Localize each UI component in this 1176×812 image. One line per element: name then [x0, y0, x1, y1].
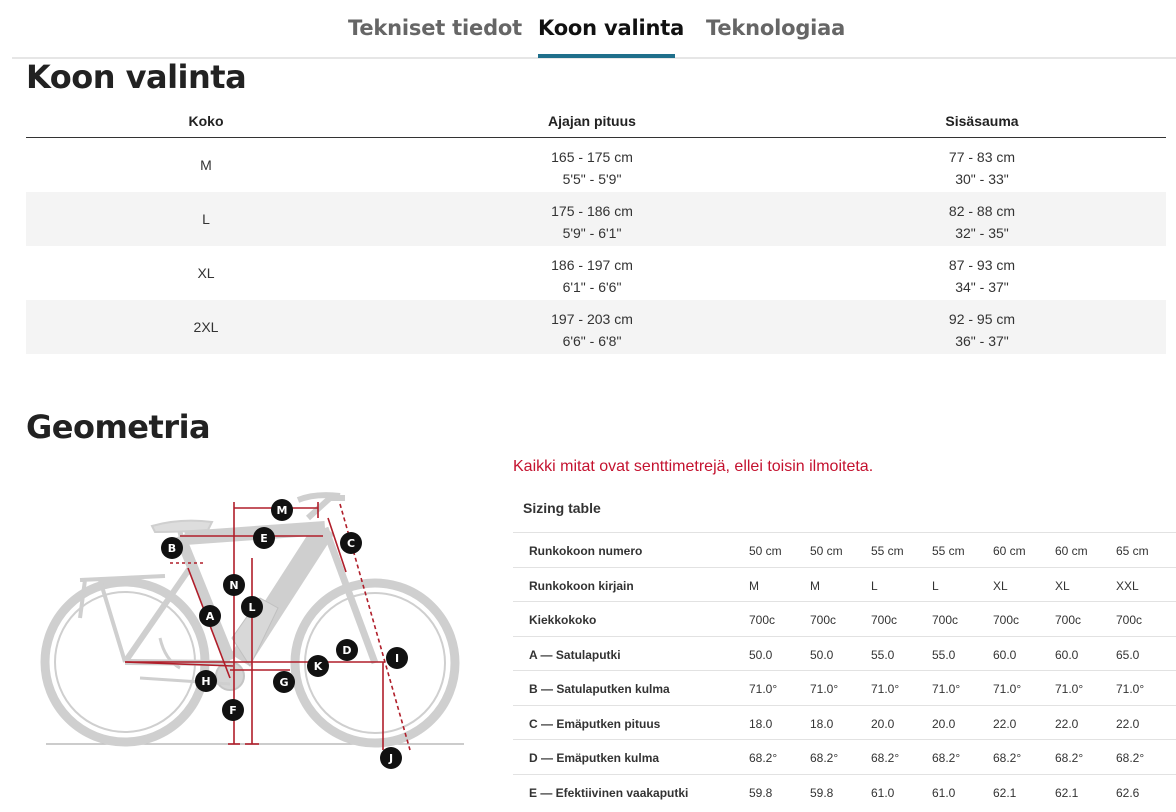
svg-text:H: H — [201, 675, 211, 688]
geometry-value: 65 cm — [1116, 544, 1149, 558]
geometry-row — [513, 567, 1176, 602]
svg-text:J: J — [388, 752, 394, 765]
inseam-cell — [798, 254, 1166, 298]
size-table — [26, 100, 1166, 354]
geometry-value: L — [871, 578, 878, 593]
size-table-header — [26, 100, 1166, 138]
geometry-value: 71.0° — [1116, 682, 1145, 696]
geometry-value: 700c — [1055, 613, 1082, 627]
size-table-body — [26, 138, 1166, 354]
inseam-cm: 82 - 88 cm — [948, 203, 1016, 219]
geometry-value: 71.0° — [749, 682, 778, 696]
svg-text:K: K — [313, 660, 323, 673]
geometry-value: 700c — [871, 613, 898, 627]
inseam-cm: 77 - 83 cm — [948, 149, 1016, 165]
geometry-value: 22.0 — [993, 716, 1017, 731]
active-tab-indicator — [538, 54, 675, 58]
geometry-value: XL — [1055, 578, 1070, 593]
inseam-cell — [798, 308, 1166, 352]
geometry-value: 22.0 — [1116, 716, 1140, 731]
inseam-in: 32" - 35" — [955, 225, 1009, 241]
geometry-row — [513, 739, 1176, 774]
geometry-value: 59.8 — [749, 785, 773, 800]
svg-text:D: D — [342, 644, 352, 657]
geometry-section-title: Geometria — [26, 408, 211, 446]
geometry-table — [513, 532, 1176, 808]
geometry-value: 59.8 — [810, 785, 834, 800]
geometry-value: 700c — [1116, 613, 1143, 627]
inseam-cell — [798, 146, 1166, 190]
geometry-row-label: Runkokoon numero — [529, 544, 643, 558]
svg-text:M: M — [276, 504, 288, 517]
geometry-value: 61.0 — [871, 785, 895, 800]
tab-tekniset-tiedot[interactable]: Tekniset tiedot — [348, 16, 522, 40]
header-koko: Koko — [188, 113, 224, 129]
geometry-value: 71.0° — [871, 682, 900, 696]
geometry-value: L — [932, 578, 939, 593]
geometry-value: 68.2° — [1116, 751, 1145, 765]
geometry-row — [513, 601, 1176, 636]
geometry-row — [513, 774, 1176, 809]
geometry-value: 60 cm — [993, 544, 1026, 558]
geometry-value: 700c — [932, 613, 959, 627]
size-cell: M — [200, 157, 212, 173]
geometry-value: 68.2° — [1055, 751, 1084, 765]
size-row — [26, 138, 1166, 192]
geometry-value: 700c — [993, 613, 1020, 627]
geometry-row-label: D — Emäputken kulma — [529, 751, 660, 765]
geometry-value: 50.0 — [749, 647, 773, 662]
geometry-value: 55 cm — [932, 544, 965, 558]
geometry-value: M — [749, 578, 759, 593]
units-note: Kaikki mitat ovat senttimetrejä, ellei toisin ilmoiteta. — [513, 458, 874, 475]
geometry-value: 700c — [749, 613, 776, 627]
geometry-value: 22.0 — [1055, 716, 1079, 731]
geometry-value: 68.2° — [871, 751, 900, 765]
inseam-cm: 87 - 93 cm — [948, 257, 1016, 273]
geometry-value: 18.0 — [810, 716, 834, 731]
svg-text:A: A — [205, 610, 215, 623]
geometry-value: 60.0 — [993, 647, 1017, 662]
geometry-row — [513, 532, 1176, 567]
tab-teknologiaa[interactable]: Teknologiaa — [706, 16, 846, 40]
geometry-value: 71.0° — [993, 682, 1022, 696]
header-ajajan-pituus: Ajajan pituus — [548, 113, 636, 129]
geometry-row — [513, 636, 1176, 671]
size-row — [26, 192, 1166, 246]
geometry-value: 65.0 — [1116, 647, 1140, 662]
geometry-value: 55.0 — [871, 647, 895, 662]
rider-height-cell — [386, 200, 798, 244]
rider-height-cell — [386, 308, 798, 352]
geometry-value: 60.0 — [1055, 647, 1079, 662]
geometry-row-label: E — Efektiivinen vaakaputki — [529, 785, 689, 800]
header-sisasauma: Sisäsauma — [945, 113, 1019, 129]
svg-text:N: N — [229, 579, 239, 592]
rider-height-in: 5'9" - 6'1" — [562, 225, 622, 241]
geometry-value: 50.0 — [810, 647, 834, 662]
geometry-value: 68.2° — [932, 751, 961, 765]
svg-text:G: G — [279, 676, 289, 689]
geometry-value: 60 cm — [1055, 544, 1088, 558]
size-row — [26, 300, 1166, 354]
geometry-value: 20.0 — [932, 716, 956, 731]
geometry-value: 62.1 — [1055, 785, 1079, 800]
geometry-value: 68.2° — [993, 751, 1022, 765]
inseam-cm: 92 - 95 cm — [948, 311, 1016, 327]
geometry-value: 18.0 — [749, 716, 773, 731]
rider-height-cm: 197 - 203 cm — [551, 311, 633, 327]
geometry-value: 20.0 — [871, 716, 895, 731]
size-cell: 2XL — [193, 319, 219, 335]
geometry-row — [513, 705, 1176, 740]
geometry-value: 71.0° — [1055, 682, 1084, 696]
rider-height-cell — [386, 254, 798, 298]
geometry-row-label: C — Emäputken pituus — [529, 716, 661, 731]
geometry-row — [513, 670, 1176, 705]
rider-height-in: 5'5" - 5'9" — [562, 171, 622, 187]
size-cell: L — [202, 211, 210, 227]
svg-text:F: F — [229, 704, 237, 717]
geometry-value: 61.0 — [932, 785, 956, 800]
geometry-value: 700c — [810, 613, 837, 627]
svg-text:E: E — [260, 532, 268, 545]
inseam-in: 30" - 33" — [955, 171, 1009, 187]
size-row — [26, 246, 1166, 300]
geometry-value: 68.2° — [810, 751, 839, 765]
rider-height-cm: 175 - 186 cm — [551, 203, 633, 219]
sizing-table-title: Sizing table — [523, 500, 601, 516]
geometry-value: 55.0 — [932, 647, 956, 662]
tab-bar — [12, 0, 1176, 59]
bike-geometry-diagram — [40, 488, 470, 778]
svg-text:I: I — [394, 652, 400, 665]
size-cell: XL — [197, 265, 215, 281]
svg-text:L: L — [248, 601, 256, 614]
geometry-value: XXL — [1116, 578, 1139, 593]
geometry-value: 50 cm — [810, 544, 843, 558]
svg-text:B: B — [167, 542, 177, 555]
geometry-value: 68.2° — [749, 751, 778, 765]
inseam-in: 36" - 37" — [955, 333, 1009, 349]
svg-text:C: C — [346, 537, 356, 550]
geometry-value: 62.1 — [993, 785, 1017, 800]
geometry-value: 62.6 — [1116, 785, 1140, 800]
rider-height-in: 6'6" - 6'8" — [562, 333, 622, 349]
tab-koon-valinta[interactable]: Koon valinta — [538, 16, 685, 40]
geometry-row-label: Kiekkokoko — [529, 613, 597, 627]
geometry-value: 50 cm — [749, 544, 782, 558]
rider-height-in: 6'1" - 6'6" — [562, 279, 622, 295]
rider-height-cm: 186 - 197 cm — [551, 257, 633, 273]
geometry-row-label: A — Satulaputki — [529, 647, 621, 662]
rider-height-cell — [386, 146, 798, 190]
inseam-in: 34" - 37" — [955, 279, 1009, 295]
geometry-row-label: Runkokoon kirjain — [529, 578, 634, 593]
geometry-value: 71.0° — [810, 682, 839, 696]
geometry-value: 71.0° — [932, 682, 961, 696]
inseam-cell — [798, 200, 1166, 244]
geometry-value: M — [810, 578, 820, 593]
size-section-title: Koon valinta — [26, 58, 247, 96]
rider-height-cm: 165 - 175 cm — [551, 149, 633, 165]
geometry-value: XL — [993, 578, 1008, 593]
geometry-value: 55 cm — [871, 544, 904, 558]
geometry-row-label: B — Satulaputken kulma — [529, 682, 670, 696]
